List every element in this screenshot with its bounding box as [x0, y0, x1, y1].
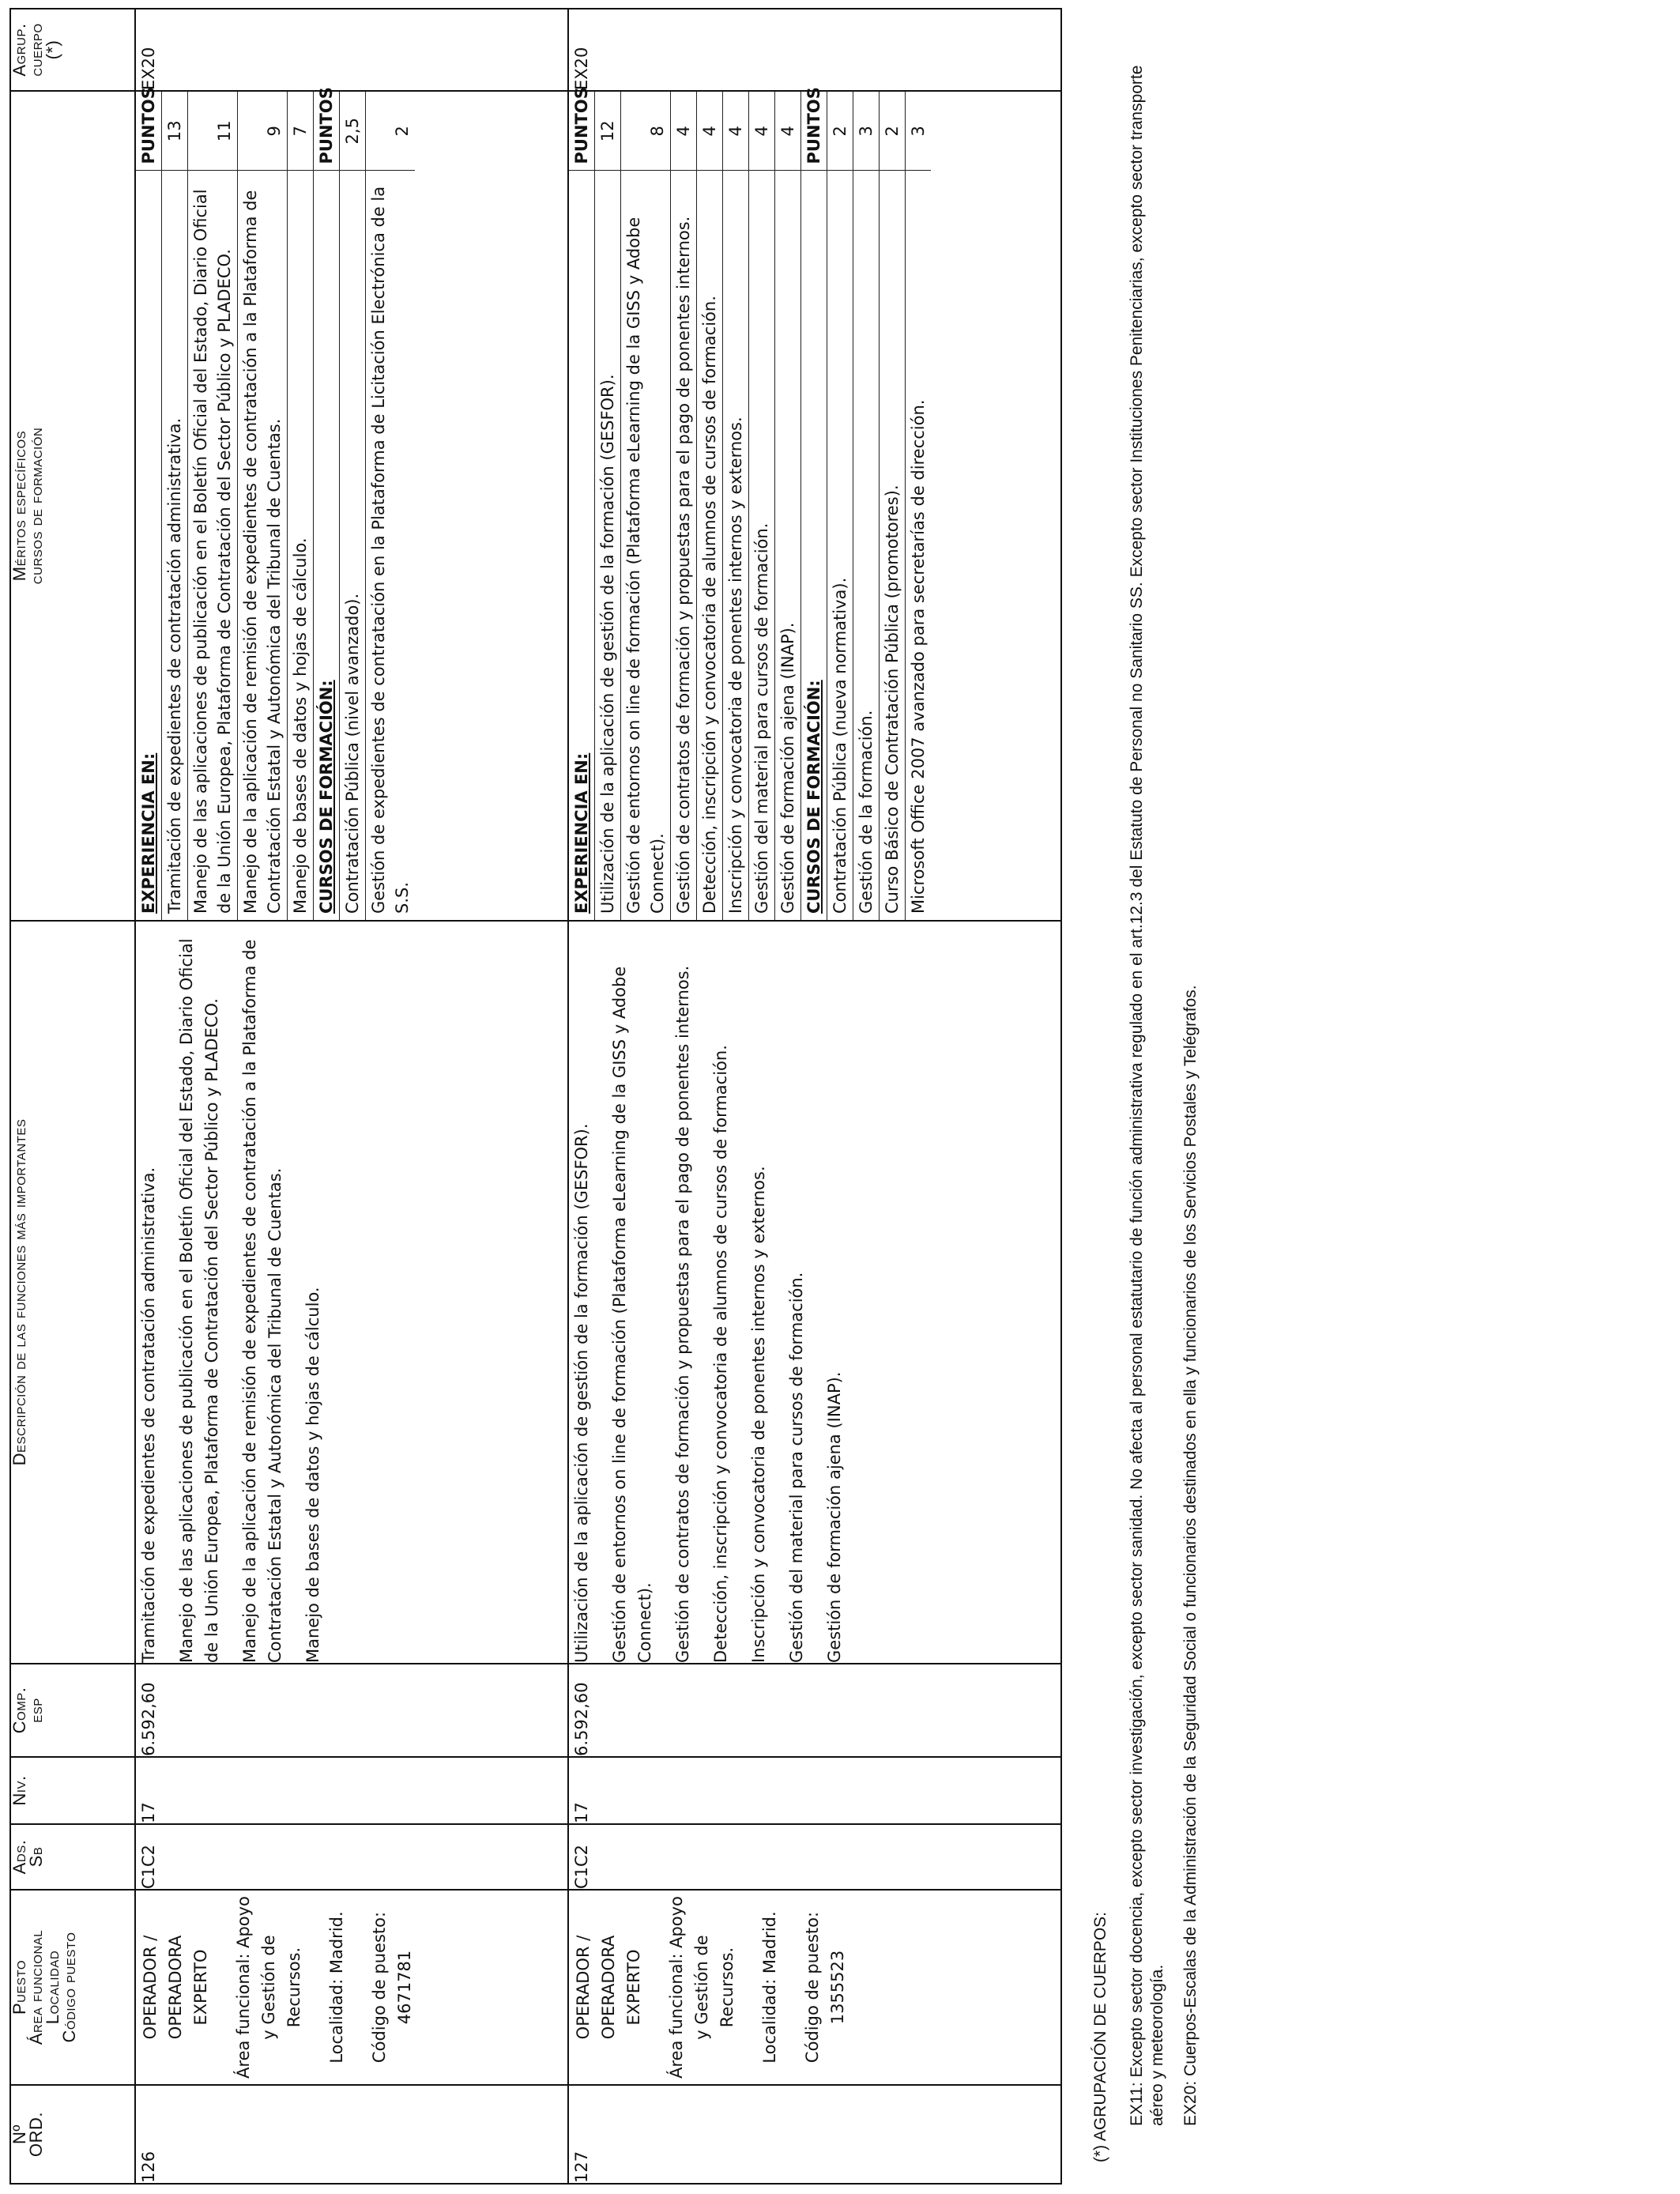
merito-text: CURSOS DE FORMACIÓN:	[801, 171, 827, 920]
header-text: Ads.	[9, 1839, 29, 1875]
puesto-area: Área funcional: Apoyo y Gestión de Recursos.	[234, 1896, 303, 2079]
merito-points: PUNTOS	[569, 92, 595, 171]
merito-points: 9	[238, 92, 288, 171]
merito-points: 2	[880, 92, 906, 171]
funciones-cell	[568, 921, 1061, 1664]
puesto-cell	[568, 1890, 1061, 2085]
funcion-item: Manejo de bases de datos y hojas de cálculo.	[303, 1287, 322, 1663]
merito-row	[288, 92, 314, 920]
merito-row	[595, 92, 621, 920]
merito-text: Manejo de bases de datos y hojas de cálculo.	[288, 171, 314, 920]
meritos-cell	[568, 87, 1061, 921]
merito-row	[697, 92, 723, 920]
header-text: Comp.	[9, 1687, 29, 1734]
niv-value: 17	[139, 1802, 158, 1823]
merito-row	[340, 92, 366, 920]
footnote-title: (*) AGRUPACIÓN DE CUERPOS:	[1091, 1912, 1109, 2162]
merito-row	[238, 92, 288, 920]
comp-cell	[568, 1664, 1061, 1757]
funcion-item: Inscripción y convocatoria de ponentes internos y externos.	[749, 1166, 768, 1663]
merito-section-header	[314, 92, 340, 920]
col-header-comp	[10, 1664, 135, 1757]
merito-row	[880, 92, 906, 920]
col-header-puesto	[10, 1890, 135, 2085]
puesto-codigo-label: Código de puesto:	[803, 1911, 822, 2064]
comp-value: 6.592,60	[139, 1682, 158, 1756]
merito-row	[671, 92, 697, 920]
merito-section-header	[569, 92, 595, 920]
funcion-item: Detección, inscripción y convocatoria de alumnos de cursos de formación.	[711, 1045, 730, 1663]
merito-text: Gestión de entornos on line de formación (Plataforma eLearning de la GISS y Adobe Connect).	[621, 171, 671, 920]
merito-points: PUNTOS	[801, 92, 827, 171]
funcion-item: Gestión de contratos de formación y propuestas para el pago de ponentes internos.	[673, 965, 692, 1663]
ord-number: 126	[139, 2151, 158, 2183]
merito-points: 4	[723, 92, 749, 171]
merito-row	[853, 92, 880, 920]
merito-points: 8	[621, 92, 671, 171]
ads-value: C1C2	[139, 1844, 158, 1889]
merito-row	[366, 92, 416, 920]
merito-row	[749, 92, 775, 920]
ads-cell	[568, 1824, 1061, 1890]
merito-text: Gestión de expedientes de contratación en la Plataforma de Licitación Electrónica de la S.S.	[369, 186, 412, 914]
puesto-localidad: Localidad: Madrid.	[760, 1911, 779, 2064]
ord-cell	[135, 2085, 568, 2184]
merito-text: Curso Básico de Contratación Pública (promotores).	[880, 171, 906, 920]
merito-section-header	[136, 92, 162, 920]
merito-text: Gestión del material para cursos de formación.	[749, 171, 775, 920]
merito-row	[188, 92, 238, 920]
header-text: Descripción de las funciones más importantes	[9, 1118, 29, 1466]
col-header-descripcion	[10, 921, 135, 1664]
ads-cell	[135, 1824, 568, 1890]
funcion-item: Gestión del material para cursos de formación.	[787, 1272, 806, 1663]
table-row	[135, 9, 568, 2184]
comp-value: 6.592,60	[572, 1682, 591, 1756]
merito-text: Tramitación de expedientes de contratación administrativa.	[162, 171, 188, 920]
agrup-value: EX20	[572, 47, 591, 90]
col-header-agrup	[10, 9, 135, 91]
merito-points: PUNTOS	[314, 92, 340, 171]
puesto-localidad: Localidad: Madrid.	[327, 1911, 346, 2064]
header-text: Puesto	[9, 1959, 29, 2015]
merito-section-header	[801, 92, 827, 920]
funcion-item: Manejo de las aplicaciones de publicación en el Boletín Oficial del Estado, Diario Oficial de la Unión Europea, Plataforma de Contratación del Sector Público y PLADECO.	[177, 938, 221, 1663]
header-text: Méritos específicos	[9, 430, 29, 582]
meritos-table	[569, 87, 931, 920]
agrup-value: EX20	[139, 47, 158, 90]
merito-text: Contratación Pública (nivel avanzado).	[340, 171, 366, 920]
merito-text: Manejo de la aplicación de remisión de expedientes de contratación a la Plataforma de Contratación Estatal y Autonómica del Tribunal de Cuentas.	[238, 171, 288, 920]
header-text: Agrup.	[9, 23, 29, 77]
merito-points: 13	[162, 92, 188, 171]
merito-row	[827, 92, 853, 920]
merito-text: Detección, inscripción y convocatoria de alumnos de cursos de formación.	[697, 171, 723, 920]
funciones-cell	[135, 921, 568, 1664]
funcion-item: Tramitación de expedientes de contratación administrativa.	[139, 1167, 158, 1663]
header-text: Niv.	[9, 1775, 29, 1806]
col-header-niv	[10, 1757, 135, 1824]
merito-points: 4	[775, 92, 801, 171]
merito-points: 4	[671, 92, 697, 171]
puesto-title: OPERADOR / OPERADORA EXPERTO	[141, 1935, 210, 2040]
header-text: (*)	[43, 40, 62, 60]
merito-text: Gestión de contratos de formación y propuestas para el pago de ponentes internos.	[671, 171, 697, 920]
header-text: Localidad	[43, 1950, 62, 2025]
merito-points: 3	[853, 92, 880, 171]
meritos-cell	[135, 87, 568, 921]
puesto-codigo: 1355523	[828, 1950, 847, 2025]
table-row	[568, 9, 1061, 2184]
merito-points: 11	[188, 92, 238, 171]
header-text: Código puesto	[59, 1932, 79, 2043]
merito-text: Inscripción y convocatoria de ponentes internos y externos.	[723, 171, 749, 920]
funcion-item: Gestión de entornos on line de formación (Plataforma eLearning de la GISS y Adobe Connect).	[610, 966, 654, 1663]
niv-cell	[568, 1757, 1061, 1824]
header-text: cuerpo	[26, 23, 46, 77]
col-header-ads	[10, 1824, 135, 1890]
agrup-cell	[135, 9, 568, 91]
comp-cell	[135, 1664, 568, 1757]
merito-text: Gestión de la formación.	[853, 171, 880, 920]
header-row	[10, 9, 135, 2184]
merito-text: Utilización de la aplicación de gestión de la formación (GESFOR).	[595, 171, 621, 920]
header-text: Nº	[9, 2124, 29, 2144]
merito-row	[621, 92, 671, 920]
puesto-codigo-label: Código de puesto:	[370, 1911, 389, 2064]
positions-table	[9, 8, 1062, 2185]
merito-points: 2	[827, 92, 853, 171]
footnote-ex20: EX20: Cuerpos-Escalas de la Administración de la Seguridad Social o funcionarios destinados en ella y funcionarios de los Servicios Postales y Telégrafos.	[1181, 985, 1200, 2126]
ord-cell	[568, 2085, 1061, 2184]
merito-text: Gestión de formación ajena (INAP).	[775, 171, 801, 920]
merito-row	[775, 92, 801, 920]
footnotes	[1090, 36, 1214, 2162]
funcion-item: Gestión de formación ajena (INAP).	[825, 1371, 844, 1663]
merito-text: Contratación Pública (nueva normativa).	[827, 171, 853, 920]
niv-value: 17	[572, 1802, 591, 1823]
meritos-table	[136, 87, 415, 920]
merito-points: 12	[595, 92, 621, 171]
ads-value: C1C2	[572, 1844, 591, 1889]
merito-points: PUNTOS	[136, 92, 162, 171]
puesto-codigo: 4671781	[395, 1950, 414, 2025]
footnote-ex11: EX11: Excepto sector docencia, excepto sector investigación, excepto sector sanidad. No afecta al personal estatutario de función administrativa regulado en el art.12.3 del Estatuto de Personal no Sanitario SS. Excepto sector Instituciones Penitenciarias, excepto sector transporte aéreo y meteorología.	[1128, 65, 1166, 2126]
merito-points: 4	[697, 92, 723, 171]
merito-points: 2	[366, 92, 416, 171]
col-header-ord	[10, 2085, 135, 2184]
puesto-title: OPERADOR / OPERADORA EXPERTO	[574, 1935, 643, 2040]
agrup-cell	[568, 9, 1061, 91]
funcion-item: Manejo de la aplicación de remisión de expedientes de contratación a la Plataforma de Contratación Estatal y Autonómica del Tribunal de Cuentas.	[240, 939, 284, 1663]
header-text: cursos de formación	[26, 427, 46, 585]
merito-points: 2,5	[340, 92, 366, 171]
merito-points: 7	[288, 92, 314, 171]
funcion-item: Utilización de la aplicación de gestión de la formación (GESFOR).	[572, 1123, 591, 1663]
header-text: Área funcional	[26, 1929, 46, 2045]
merito-text: Manejo de las aplicaciones de publicación en el Boletín Oficial del Estado, Diario Oficial de la Unión Europea, Plataforma de Contratación del Sector Público y PLADECO.	[188, 171, 238, 920]
merito-row	[723, 92, 749, 920]
merito-points: 3	[906, 92, 932, 171]
ord-number: 127	[572, 2151, 591, 2183]
niv-cell	[135, 1757, 568, 1824]
header-text: esp	[26, 1698, 46, 1723]
merito-text: CURSOS DE FORMACIÓN:	[314, 171, 340, 920]
merito-points: 4	[749, 92, 775, 171]
header-text: Sb	[26, 1846, 46, 1868]
header-text: ORD.	[26, 2112, 46, 2157]
merito-text: EXPERIENCIA EN:	[569, 171, 595, 920]
merito-text: EXPERIENCIA EN:	[136, 171, 162, 920]
col-header-meritos	[10, 91, 135, 921]
merito-row	[162, 92, 188, 920]
merito-text: Microsoft Office 2007 avanzado para secretarías de dirección.	[909, 399, 928, 914]
puesto-area: Área funcional: Apoyo y Gestión de Recursos.	[667, 1896, 736, 2079]
merito-row	[906, 92, 932, 920]
puesto-cell	[135, 1890, 568, 2085]
